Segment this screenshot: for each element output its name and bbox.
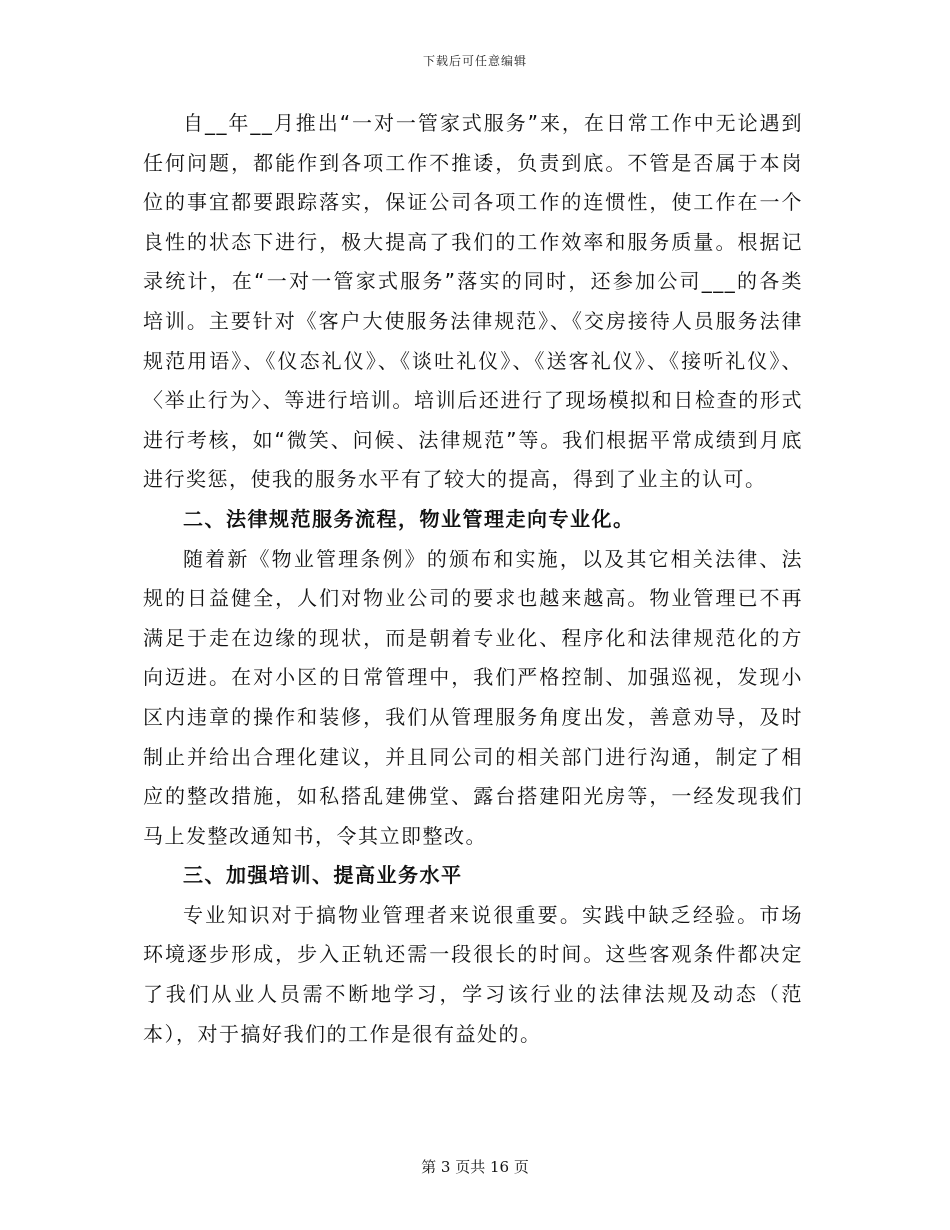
page-number: 第 3 页共 16 页 — [421, 1158, 529, 1176]
paragraph-service: 自__年__月推出“一对一管家式服务”来，在日常工作中无论遇到任何问题，都能作到各项工作不推诿，负责到底。不管是否属于本岗位的事宜都要跟踪落实，保证公司各项工作的连惯性，使工作在一个良性的状态下进行，极大提高了我们的工作效率和服务质量。根据记录统计，在“一对一管家式服务”落实的同时，还参加公司___的各类培训。主要针对《客户大使服务法律规范》、《交房接待人员服务法律规范用语》、《仪态礼仪》、《谈吐礼仪》、《送客礼仪》、《接听礼仪》、〈举止行为〉、等进行培训。培训后还进行了现场模拟和日检查的形式进行考核，如“微笑、问候、法律规范”等。我们根据平常成绩到月底进行奖惩，使我的服务水平有了较大的提高，得到了业主的认可。 — [143, 111, 803, 492]
paragraph-training: 专业知识对于搞物业管理者来说很重要。实践中缺乏经验。市场环境逐步形成，步入正轨还需一段很长的时间。这些客观条件都决定了我们从业人员需不断地学习，学习该行业的法律法规及动态（范本），对于搞好我们的工作是很有益处的。 — [143, 902, 803, 1046]
document-body — [143, 104, 803, 1054]
section-heading-2: 二、法律规范服务流程，物业管理走向专业化。 — [183, 506, 635, 531]
section-heading-3: 三、加强培训、提高业务水平 — [183, 863, 463, 888]
paragraph-regulation: 随着新《物业管理条例》的颁布和实施，以及其它相关法律、法规的日益健全，人们对物业公司的要求也越来越高。物业管理已不再满足于走在边缘的现状，而是朝着专业化、程序化和法律规范化的方向迈进。在对小区的日常管理中，我们严格控制、加强巡视，发现小区内违章的操作和装修，我们从管理服务角度出发，善意劝导，及时制止并给出合理化建议，并且同公司的相关部门进行沟通，制定了相应的整改措施，如私搭乱建佛堂、露台搭建阳光房等，一经发现我们马上发整改通知书，令其立即整改。 — [143, 546, 803, 848]
header-note: 下载后可任意编辑 — [422, 54, 527, 68]
